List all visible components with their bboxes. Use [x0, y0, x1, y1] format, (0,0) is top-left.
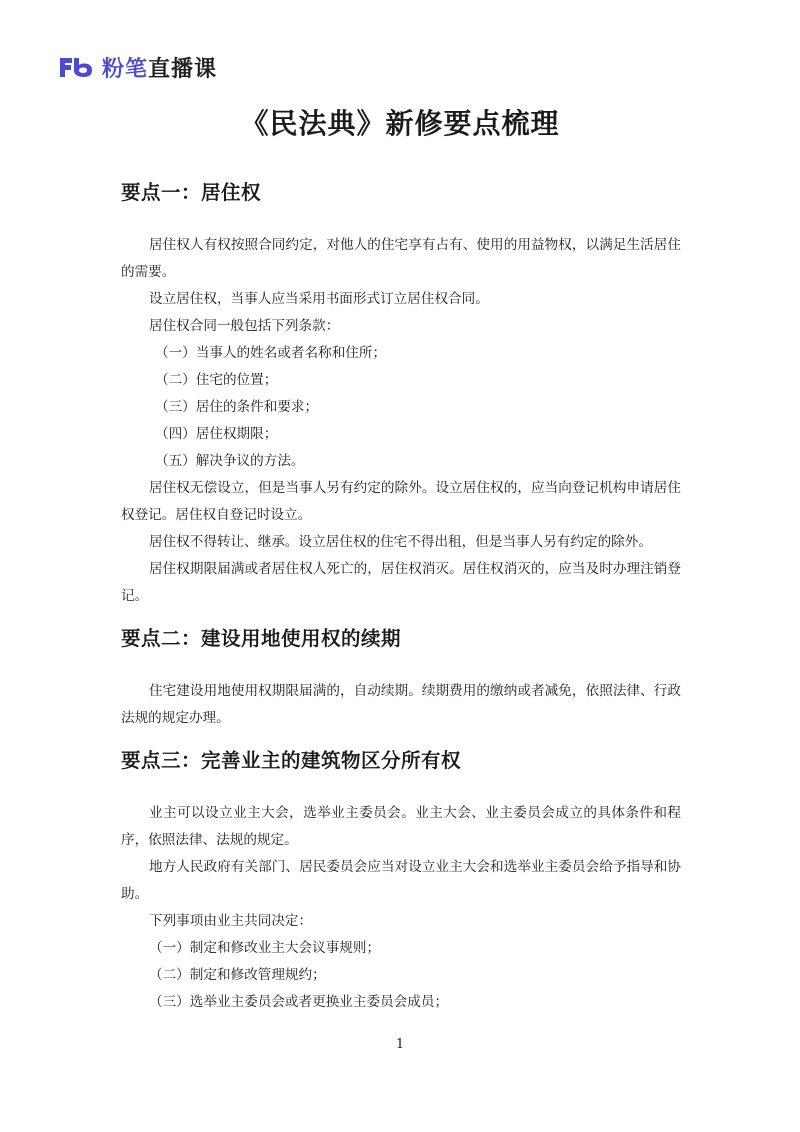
list-item: （四）居住权期限； [155, 426, 278, 442]
paragraph: 居住权合同一般包括下列条款： [149, 318, 340, 334]
list-item: （五）解决争议的方法。 [155, 453, 305, 469]
section-heading: 要点二：建设用地使用权的续期 [121, 627, 402, 650]
page-number: 1 [395, 1037, 405, 1052]
brand-logo [58, 52, 217, 82]
list-item: （三）居住的条件和要求； [155, 399, 319, 415]
logo-text [102, 52, 217, 83]
section-heading: 要点一：居住权 [121, 181, 262, 204]
paragraph: 居住权期限届满或者居住权人死亡的，居住权消灭。居住权消灭的，应当及时办理注销登记。 [121, 561, 681, 604]
paragraph: 业主可以设立业主大会，选举业主委员会。业主大会、业主委员会成立的具体条件和程序，依照法律、法规的规定。 [121, 805, 681, 848]
paragraph: 居住权无偿设立，但是当事人另有约定的除外。设立居住权的，应当向登记机构申请居住权登记。居住权自登记时设立。 [121, 480, 681, 523]
document-body [121, 170, 681, 1030]
fenbi-logo-icon [58, 55, 94, 79]
paragraph: 设立居住权，当事人应当采用书面形式订立居住权合同。 [149, 291, 489, 307]
paragraph: 地方人民政府有关部门、居民委员会应当对设立业主大会和选举业主委员会给予指导和协助。 [121, 859, 681, 902]
list-item: （一）制定和修改业主大会议事规则； [149, 940, 381, 956]
paragraph: 下列事项由业主共同决定： [149, 913, 313, 929]
paragraph: 居住权人有权按照合同约定，对他人的住宅享有占有、使用的用益物权，以满足生活居住的需要。 [121, 237, 681, 280]
section-3 [121, 746, 681, 1016]
section-1 [121, 178, 681, 610]
logo-text-suffix: 直播课 [148, 56, 218, 82]
list-item: （二）住宅的位置； [155, 372, 278, 388]
section-heading: 要点三：完善业主的建筑物区分所有权 [121, 749, 462, 772]
paragraph: 居住权不得转让、继承。设立居住权的住宅不得出租，但是当事人另有约定的除外。 [149, 534, 652, 550]
logo-text-brand: 粉笔 [102, 56, 149, 82]
list-item: （一）当事人的姓名或者名称和住所； [155, 345, 387, 361]
document-title: 《民法典》新修要点梳理 [240, 107, 560, 140]
list-item: （二）制定和修改管理规约； [149, 967, 326, 983]
section-2 [121, 624, 681, 732]
list-item: （三）选举业主委员会或者更换业主委员会成员； [149, 994, 449, 1010]
paragraph: 住宅建设用地使用权期限届满的，自动续期。续期费用的缴纳或者减免，依照法律、行政法规的规定办理。 [121, 683, 681, 726]
